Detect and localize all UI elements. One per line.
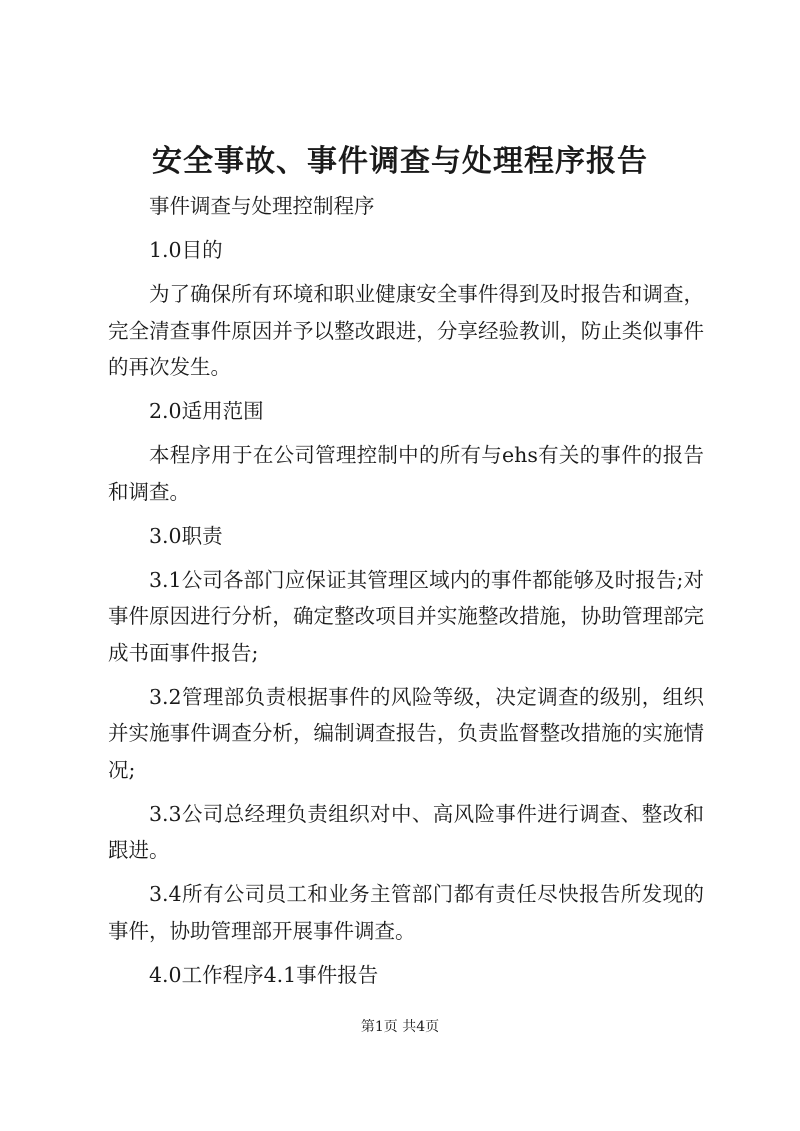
- section-heading-responsibilities: 3.0职责: [149, 523, 223, 548]
- document-title: 安全事故、事件调查与处理程序报告: [152, 144, 648, 179]
- paragraph-program-name: 事件调查与处理控制程序: [149, 194, 375, 218]
- section-heading-scope: 2.0适用范围: [149, 399, 264, 423]
- section-heading-procedure: 4.0工作程序4.1事件报告: [149, 962, 379, 987]
- paragraph-purpose: 为了确保所有环境和职业健康安全事件得到及时报告和调查，完全清查事件原因并予以整改跟进，分享经验教训，防止类似事件的再次发生。: [108, 282, 704, 379]
- paragraph-responsibility-3-4: 3.4所有公司员工和业务主管部门都有责任尽快报告所发现的事件，协助管理部开展事件调查。: [108, 882, 704, 943]
- paragraph-scope: 本程序用于在公司管理控制中的所有与ehs有关的事件的报告和调查。: [108, 443, 704, 504]
- page-number-footer: 第1页 共4页: [360, 1019, 440, 1035]
- paragraph-responsibility-3-3: 3.3公司总经理负责组织对中、高风险事件进行调查、整改和跟进。: [108, 801, 704, 862]
- document-body: [108, 188, 704, 1001]
- paragraph-responsibility-3-2: 3.2管理部负责根据事件的风险等级，决定调查的级别，组织并实施事件调查分析，编制调查报告，负责监督整改措施的实施情况;: [108, 684, 704, 782]
- section-heading-purpose: 1.0目的: [149, 238, 223, 262]
- paragraph-responsibility-3-1: 3.1公司各部门应保证其管理区域内的事件都能够及时报告;对事件原因进行分析，确定整改项目并实施整改措施，协助管理部完成书面事件报告;: [108, 567, 704, 665]
